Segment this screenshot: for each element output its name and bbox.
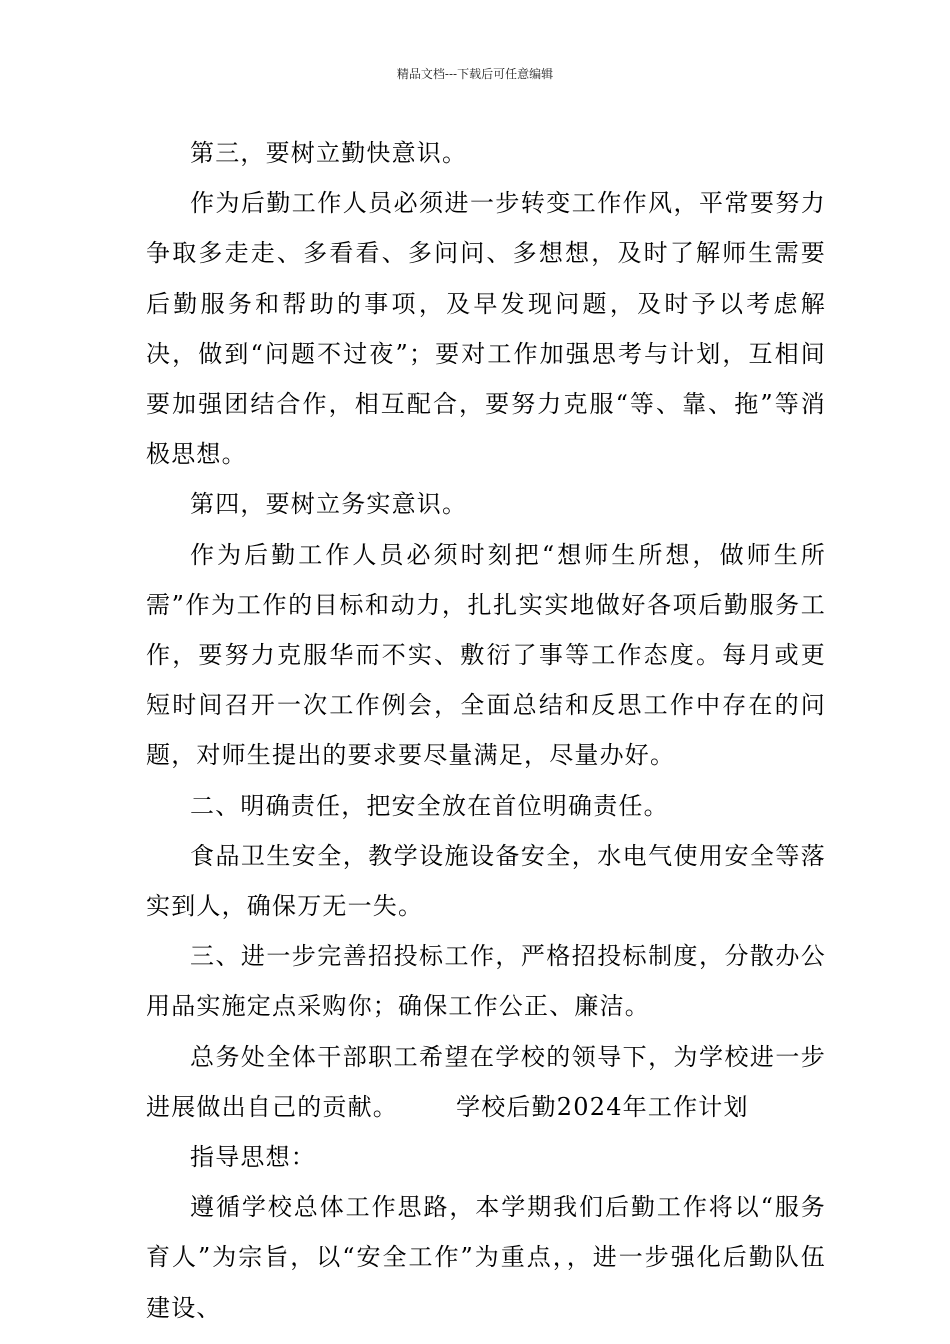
guidance-heading: 指导思想： xyxy=(190,1143,316,1172)
paragraph-practical: 作为后勤工作人员必须时刻把“想师生所想，做师生所需”作为工作的目标和动力，扎扎实实地做好各项后勤服务工作，要努力克服华而不实、敷衍了事等工作态度。每月或更短时间召开一次工作例会，全面总结和反思工作中存在的问题，对师生提出的要求要尽量满足，尽量办好。 xyxy=(146,540,826,770)
document-body xyxy=(146,128,826,1333)
next-document-title: 学校后勤2024年工作计划 xyxy=(456,1092,749,1121)
closing-text: 总务处全体干部职工希望在学校的领导下，为学校进一步进展做出自己的贡献。 xyxy=(146,1042,826,1121)
paragraph-guidance: 遵循学校总体工作思路，本学期我们后勤工作将以“服务育人”为宗旨，以“安全工作”为重点，，进一步强化后勤队伍建设、 xyxy=(146,1193,826,1322)
paragraph-bidding: 三、进一步完善招投标工作，严格招投标制度，分散办公用品实施定点采购你；确保工作公正、廉洁。 xyxy=(146,942,826,1021)
paragraph-diligence: 作为后勤工作人员必须进一步转变工作作风，平常要努力争取多走走、多看看、多问问、多想想，及时了解师生需要后勤服务和帮助的事项，及早发现问题，及时予以考虑解决，做到“问题不过夜”；要对工作加强思考与计划，互相间要加强团结合作，相互配合，要努力克服“等、靠、拖”等消极思想。 xyxy=(146,189,826,469)
section-heading-fourth: 第四，要树立务实意识。 xyxy=(190,490,468,519)
page-header: 精品文档---下载后可任意编辑 xyxy=(396,67,554,81)
section-heading-third: 第三，要树立勤快意识。 xyxy=(190,139,468,167)
paragraph-closing xyxy=(146,1032,826,1132)
paragraph-safety: 食品卫生安全，教学设施设备安全，水电气使用安全等落实到人，确保万无一失。 xyxy=(146,841,826,921)
section-heading-responsibility: 二、明确责任，把安全放在首位明确责任。 xyxy=(190,791,669,820)
